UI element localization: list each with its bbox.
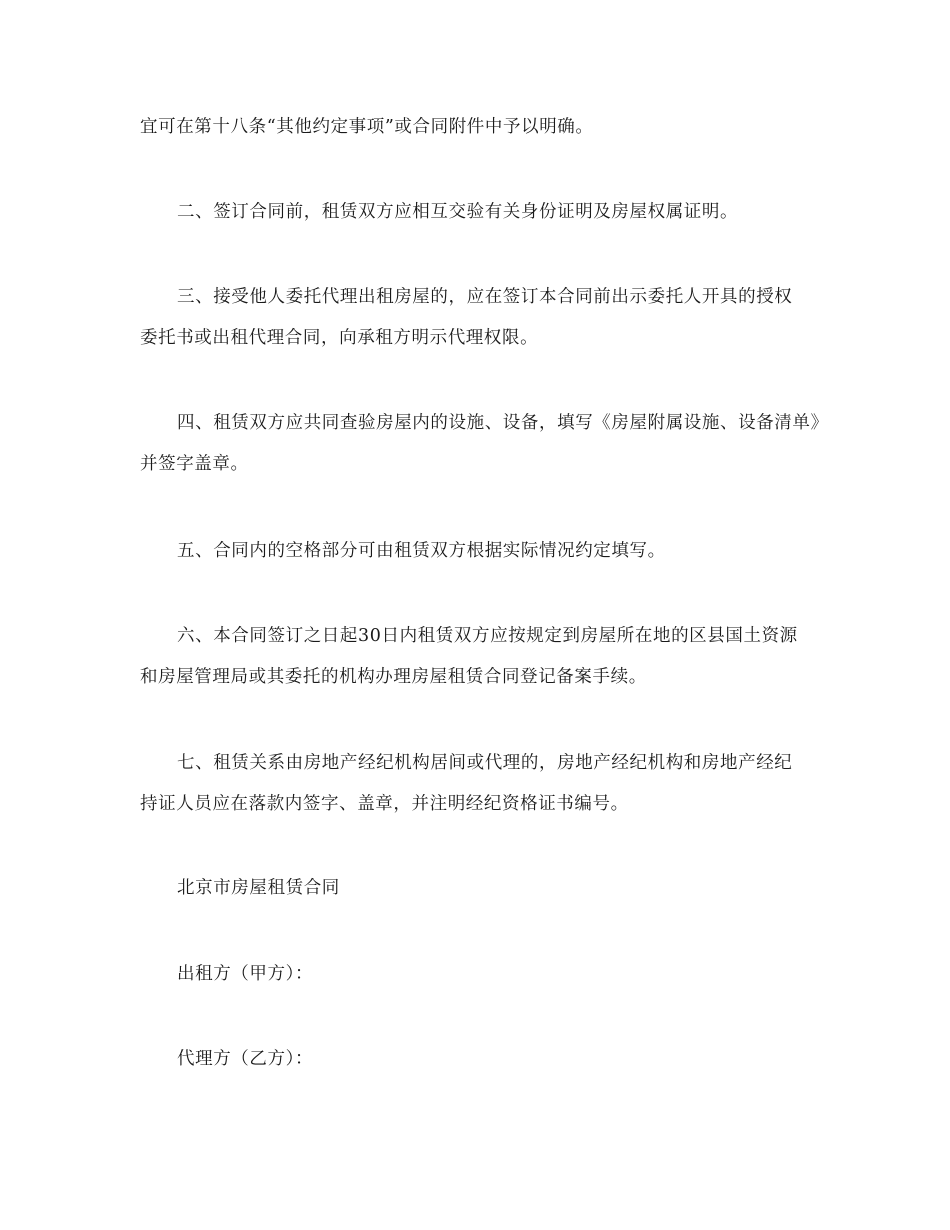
clause-4-line-1: 四、租赁双方应共同查验房屋内的设施、设备，填写《房屋附属设施、设备清单》 (177, 413, 829, 433)
clause-3-line-1: 三、接受他人委托代理出租房屋的，应在签订本合同前出示委托人开具的授权 (177, 287, 793, 307)
clause-6-line-1: 六、本合同签订之日起30日内租赁双方应按规定到房屋所在地的区县国土资源 (177, 626, 798, 646)
clause-7-line-2: 持证人员应在落款内签字、盖章，并注明经纪资格证书编号。 (140, 794, 629, 814)
clause-6-line-2: 和房屋管理局或其委托的机构办理房屋租赁合同登记备案手续。 (140, 667, 647, 687)
clause-3-line-2: 委托书或出租代理合同，向承租方明示代理权限。 (140, 328, 539, 348)
agent-label: 代理方（乙方）： (177, 1049, 314, 1069)
clause-2-line-1: 二、签订合同前，租赁双方应相互交验有关身份证明及房屋权属证明。 (177, 202, 739, 222)
paragraph-continuation-line: 宜可在第十八条“其他约定事项”或合同附件中予以明确。 (140, 117, 594, 137)
clause-7-line-1: 七、租赁关系由房地产经纪机构居间或代理的，房地产经纪机构和房地产经纪 (177, 753, 793, 773)
lessor-label: 出租方（甲方）： (177, 964, 314, 984)
clause-4-line-2: 并签字盖章。 (140, 454, 249, 474)
clause-5-line-1: 五、合同内的空格部分可由租赁双方根据实际情况约定填写。 (177, 541, 666, 561)
contract-title: 北京市房屋租赁合同 (177, 878, 340, 898)
